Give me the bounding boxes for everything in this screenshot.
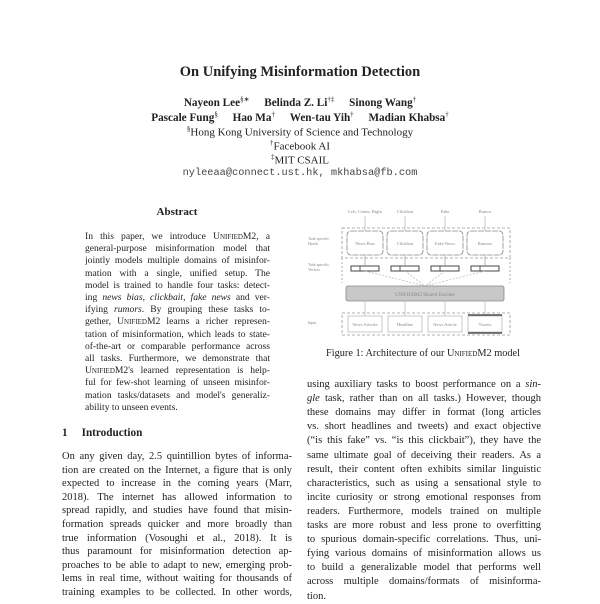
author: Hao Ma† <box>232 110 275 124</box>
author: Nayeon Lee§∗ <box>183 95 250 109</box>
text-line: to build a generalizable model that performs well <box>307 562 541 574</box>
text-line: mation with a single, unified setup. The <box>85 267 270 279</box>
text-line: tion. <box>307 590 326 602</box>
text-line: incite curiosity or strong emotional responses from <box>307 491 541 503</box>
text-line: ifying rumors. By grouping these tasks to- <box>85 304 270 316</box>
text-line: result, their content often exhibits similar linguistic <box>307 463 541 475</box>
text-line: gether, UnifiedM2 learns a richer represen- <box>85 316 270 328</box>
attention-line <box>405 271 425 286</box>
output-label: Fake <box>440 209 450 214</box>
task-head-label: Clickbait <box>396 241 414 246</box>
paper-title: On Unifying Misinformation Detection <box>179 64 421 80</box>
figure-caption: Figure 1: Architecture of our UnifiedM2 model <box>326 348 520 359</box>
text-line: ing news bias, clickbait, fake news and ver- <box>85 292 270 303</box>
text-line: gle task, rather than on all tasks.) However, though <box>307 393 541 405</box>
text-line: to spurious domain-specific correlations. Thus, uni- <box>307 534 541 546</box>
text-line: mation tasks/datasets and model's generaliz- <box>85 389 270 401</box>
text-line: ful for few-shot learning of unseen misinfor- <box>85 377 270 389</box>
text-line: true information (Vosoughi et al., 2018). It is <box>62 532 292 544</box>
task-vector <box>391 266 419 271</box>
text-line: tion are created on the Internet, a figure that is only <box>62 464 292 476</box>
text-line: characteristics, such as using a sensational style to <box>307 477 541 489</box>
attention-line <box>425 271 445 286</box>
text-line: fying various domains of misinformation allows us <box>307 548 541 560</box>
text-line: UnifiedM2's learned representation is help- <box>85 365 270 377</box>
text-line: all tasks. Furthermore, we demonstrate that <box>85 353 270 364</box>
task-vector <box>431 266 459 271</box>
text-line: across multiple domains/formats of misinforma- <box>307 576 541 588</box>
attention-line <box>425 271 485 286</box>
task-head-label: Fake News <box>434 241 456 246</box>
text-line: On any given day, 2.5 quintillion bytes of informa- <box>62 451 292 462</box>
row-label: Task-specific Heads <box>308 236 331 246</box>
text-line: proaches to be able to adapt to new, emerging prob- <box>62 559 292 571</box>
text-line: 2018). The internet has allowed information to <box>62 491 292 503</box>
text-line: spread rapidly, and studies have found that misin- <box>62 505 292 517</box>
task-head-label: Rumors <box>477 241 493 246</box>
text-line: same ultimate goal of deceiving their readers. As a <box>307 449 541 461</box>
text-line: expected to increase in the coming years (Marr, <box>62 478 292 490</box>
input-label: News Articles <box>352 322 378 327</box>
row-label: Input <box>308 320 317 325</box>
attention-line <box>365 271 425 286</box>
text-line: readers. Furthermore, models trained on multiple <box>307 505 541 517</box>
abstract-heading: Abstract <box>156 206 198 218</box>
text-line: tation of misinformation, which leads to state- <box>85 328 270 340</box>
text-line: jointly models multiple domains of misinfor- <box>85 255 270 267</box>
text-line: thus paramount for misinformation detection ap- <box>62 546 292 558</box>
text-line: using auxiliary tasks to boost performance on a sin- <box>307 379 541 390</box>
task-vector <box>471 266 499 271</box>
author: Madian Khabsa† <box>368 110 449 124</box>
text-line: model is trained to handle four tasks: detect- <box>85 279 270 291</box>
input-label: Headline <box>396 322 414 327</box>
author-row-2 <box>0 110 600 124</box>
text-line: tasks are more robust and less prone to overfitting <box>307 520 541 531</box>
text-line: training examples to be collected. In other words, <box>62 587 292 598</box>
text-line: In this paper, we introduce UnifiedM2, a <box>85 231 270 242</box>
task-head-label: News Bias <box>355 241 375 246</box>
text-line: ability to unseen events. <box>85 401 178 413</box>
text-line: of-the-art or comparable performance across <box>85 340 270 352</box>
author: Belinda Z. Li†‡ <box>264 95 335 109</box>
affiliation: ‡MIT CSAIL <box>271 153 329 167</box>
figure-architecture-diagram <box>306 203 542 338</box>
text-line: lems in real time, without waiting for thousands of <box>62 573 292 585</box>
section-heading-introduction: 1 Introduction <box>62 427 143 439</box>
input-label: Tweets <box>478 322 492 327</box>
author-row-1 <box>0 95 600 109</box>
text-line: formation spreads quicker and more broadly than <box>62 519 292 530</box>
author: Wen-tau Yih† <box>289 110 354 124</box>
encoder-label: UNIFIEDM2 Shared Encoder <box>395 293 455 298</box>
text-line: (“is this fake” vs. “is this clickbait”), they have the <box>307 435 541 447</box>
output-label: Left, Center, Right <box>348 209 382 214</box>
author: Sinong Wang† <box>349 95 417 109</box>
task-vector <box>351 266 379 271</box>
affiliation: §Hong Kong University of Science and Technology <box>186 125 414 139</box>
text-line: general-purpose misinformation model that <box>85 243 270 255</box>
output-label: Clickbait <box>396 209 414 214</box>
affiliation: †Facebook AI <box>269 139 330 153</box>
input-label: News Article <box>433 322 457 327</box>
author-emails: nyleeaa@connect.ust.hk, mkhabsa@fb.com <box>182 167 418 179</box>
row-label: Task-specific Vectors <box>308 262 331 272</box>
text-line: vs. short headlines and tweets) and exact objective <box>307 421 541 433</box>
author: Pascale Fung§ <box>151 110 218 124</box>
text-line: these domains may differ in format (long articles <box>307 407 541 419</box>
output-label: Rumor <box>478 209 492 214</box>
